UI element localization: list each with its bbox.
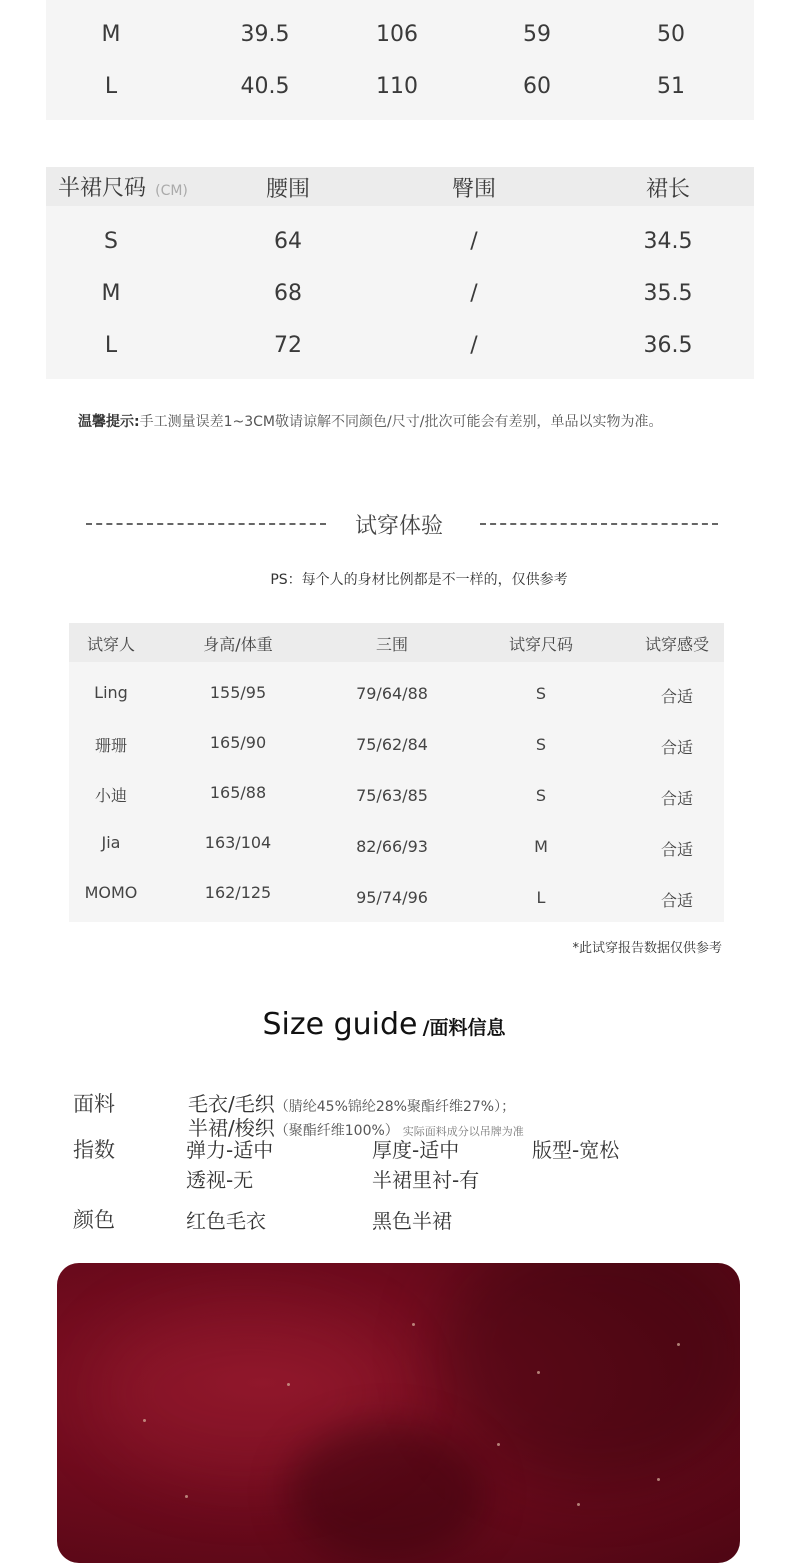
color-sweater: 红色毛衣 [186,1209,266,1233]
skirt-table-cell: L [104,333,118,358]
fitting-table-cell: 162/125 [204,883,272,902]
fitting-table-cell: 163/104 [204,833,272,852]
fitting-table-cell: S [535,684,547,703]
fabric-line-2-main: 半裙/梭织 [188,1116,275,1140]
fitting-header-cell: 试穿人 [86,635,136,654]
fabric-fleck [143,1419,146,1422]
fitting-header-cell: 试穿感受 [644,635,710,654]
skirt-header-hip: 臀围 [451,177,497,202]
skirt-unit-text: (CM) [155,183,188,199]
fabric-fleck [537,1371,540,1374]
fitting-table-cell: Jia [101,833,121,852]
skirt-table-cell: / [470,333,478,358]
skirt-table-cell: 72 [274,333,302,358]
fitting-header-cell: 试穿尺码 [508,635,574,654]
fabric-fleck [657,1478,660,1481]
fitting-table-cell: L [536,888,546,907]
skirt-table-cell: / [470,281,478,306]
notice-text: 手工测量误差1~3CM敬请谅解不同颜色/尺寸/批次可能会有差别，单品以实物为准。 [139,414,663,430]
fitting-table-cell: 165/88 [209,783,267,802]
fabric-closeup-image [57,1263,740,1563]
fitting-table-cell: 合适 [660,687,694,706]
fabric-line-1-main: 毛衣/毛织 [188,1092,275,1116]
fitting-table-cell: 165/90 [209,733,267,752]
notice-label: 温馨提示: [78,414,140,430]
index-thickness: 厚度-适中 [372,1138,460,1162]
color-skirt: 黑色半裙 [372,1209,452,1233]
top-table-cell: 51 [657,74,685,99]
fitting-table-cell: 小迪 [94,786,128,805]
divider-right [480,523,718,525]
index-fit: 版型-宽松 [532,1138,620,1162]
skirt-table-cell: 68 [274,281,302,306]
fitting-table-cell: 合适 [660,891,694,910]
top-table-cell: 40.5 [240,74,290,99]
fitting-header-cell: 三围 [375,635,409,654]
skirt-table-cell: 36.5 [643,333,693,358]
fitting-ps: PS：每个人的身材比例都是不一样的，仅供参考 [270,572,568,588]
skirt-table-cell: M [101,281,121,306]
fabric-fleck [577,1503,580,1506]
fitting-table [69,623,724,922]
skirt-table-cell: 64 [274,229,302,254]
color-label: 颜色 [73,1208,115,1232]
skirt-table-cell: S [104,229,118,254]
size-guide-title-en: Size guide [262,1007,418,1042]
skirt-table-cell: / [470,229,478,254]
top-table-cell: 110 [376,74,418,99]
fitting-table-cell: MOMO [84,883,138,902]
fabric-fleck [677,1343,680,1346]
top-table-cell: M [101,22,121,47]
fabric-label: 面料 [73,1092,115,1116]
skirt-table-title [58,171,188,202]
fabric-fold-shadow [437,1263,740,1483]
fabric-line-2-note: 实际面料成分以吊牌为准 [402,1125,524,1138]
top-table-cell: L [104,74,118,99]
fitting-table-cell: 合适 [660,789,694,808]
top-table-cell: 50 [657,22,685,47]
fitting-table-cell: S [535,735,547,754]
fitting-footnote: *此试穿报告数据仅供参考 [572,941,722,956]
fitting-table-cell: S [535,786,547,805]
fabric-knot-shadow [287,1423,487,1563]
top-table-cell: 59 [523,22,551,47]
fitting-table-cell: Ling [94,683,128,702]
index-label: 指数 [73,1138,115,1162]
fitting-table-cell: 155/95 [209,683,267,702]
fitting-header-cell: 身高/体重 [203,635,273,654]
fitting-table-cell: 合适 [660,738,694,757]
skirt-header-waist: 腰围 [265,177,311,202]
index-elasticity: 弹力-适中 [186,1138,274,1162]
skirt-table-cell: 35.5 [643,281,693,306]
top-table-cell: 106 [376,22,418,47]
fitting-table-cell: 珊珊 [94,736,128,755]
fabric-fleck [287,1383,290,1386]
fabric-fleck [412,1323,415,1326]
fitting-table-cell: 合适 [660,840,694,859]
skirt-title-text: 半裙尺码 [58,176,147,201]
index-transparency: 透视-无 [186,1168,254,1192]
notice [78,411,662,431]
top-size-table [46,0,754,120]
fitting-table-cell: M [534,837,548,856]
fabric-line-2-detail: （聚酯纤维100%） [274,1123,399,1139]
fabric-line-1-detail: （腈纶45%锦纶28%聚酯纤维27%）； [274,1099,516,1115]
skirt-table-cell: 34.5 [643,229,693,254]
fabric-fleck [497,1443,500,1446]
size-guide-title [262,1007,505,1042]
top-table-cell: 39.5 [240,22,290,47]
fitting-table-cell: 75/63/85 [356,786,428,805]
fitting-title: 试穿体验 [354,514,444,539]
top-table-cell: 60 [523,74,551,99]
size-guide-title-cn: /面料信息 [422,1017,506,1039]
index-lining: 半裙里衬-有 [372,1168,480,1192]
divider-left [86,523,326,525]
fitting-table-cell: 95/74/96 [356,888,428,907]
fitting-table-cell: 79/64/88 [356,684,428,703]
fabric-fleck [185,1495,188,1498]
fitting-table-cell: 75/62/84 [356,735,428,754]
fitting-table-cell: 82/66/93 [356,837,428,856]
skirt-header-length: 裙长 [645,177,691,202]
